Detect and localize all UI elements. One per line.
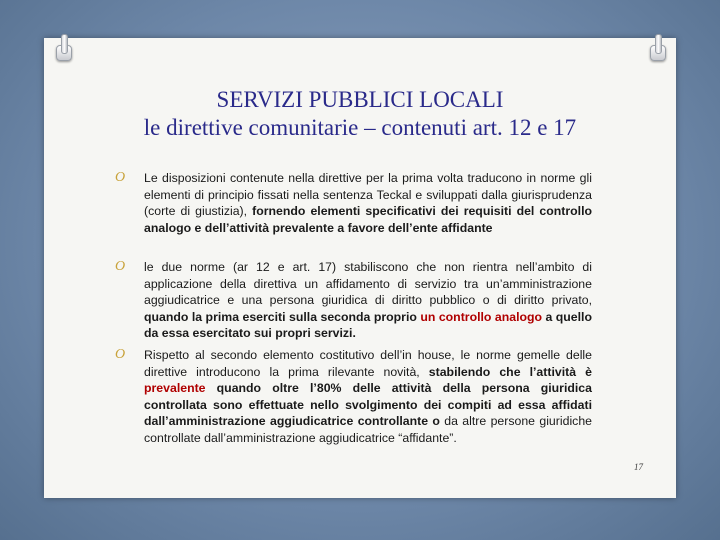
bullet-text-emphasis-end: quando oltre l’80% delle attività della persona giuridica controllata sono effettuate nello svolgimento dei compiti ad essa affidati dall’amministrazione aggiudicatrice controllante o (144, 381, 592, 429)
bullet-text-emphasis-end: a quello da essa esercitato sui propri servizi. (144, 309, 592, 341)
bullet-marker-icon: O (115, 170, 126, 185)
bullet-marker-icon: O (115, 259, 126, 274)
slide-title-line2: le direttive comunitarie – contenuti art. 12 e 17 (143, 115, 577, 140)
bullet-text-emphasis: quando la prima eserciti sulla seconda proprio (144, 309, 417, 324)
bullet-text-red: un controllo analogo (420, 309, 543, 324)
bullet-text-plain: le due norme (ar 12 e art. 17) stabiliscono che non rientra nell’ambito di applicazione della direttiva un affidamento di servizio tra un’amministrazione aggiudicatrice e una persona giuridica di diritto pubblico o di diritto privato, (144, 260, 592, 308)
binder-ring-right (650, 45, 666, 61)
bullet-text-plain: Le disposizioni contenute nella direttive per la prima volta traducono in norme gli elementi di principio fissati nella sentenza Teckal e sviluppati dalla giurisprudenza (corte di giustizia), (144, 171, 592, 219)
bullet-item (144, 259, 592, 342)
bullet-text-plain-end: da altre persone giuridiche controllate dall’amministrazione aggiudicatrice “affidante”. (144, 414, 592, 445)
bullet-text-plain: Rispetto al secondo elemento costitutivo dell’in house, le norme gemelle delle direttive introducono la prima rilevante novità, (144, 348, 592, 379)
page-number: 17 (634, 462, 643, 472)
bullet-text-emphasis: stabilendo che l’attività è (428, 364, 592, 379)
bullet-text-red: prevalente (144, 381, 206, 396)
bullet-marker-icon: O (115, 347, 126, 362)
binder-ring-left (56, 45, 72, 61)
bullet-item (144, 347, 592, 447)
bullet-text-emphasis: fornendo elementi specificativi dei requisiti del controllo analogo e dell’attività prevalente a favore dell’ente affidante (144, 204, 592, 235)
slide-title-line1: SERVIZI PUBBLICI LOCALI (216, 87, 504, 112)
bullet-item (144, 170, 592, 236)
